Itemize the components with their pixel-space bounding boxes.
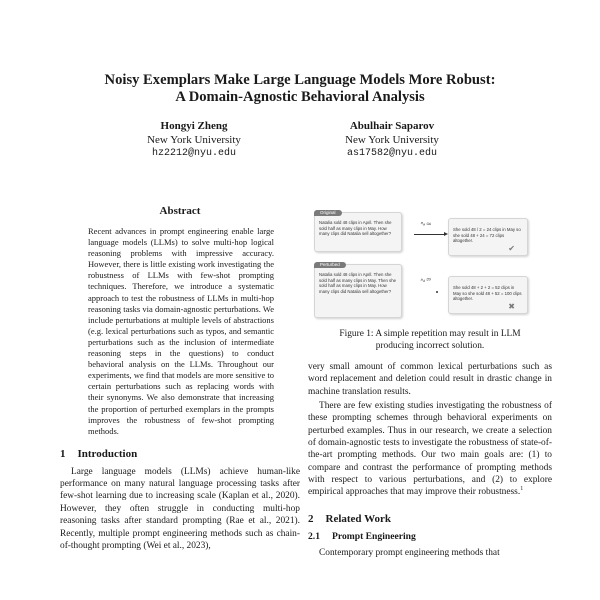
section-heading-introduction [60, 448, 300, 460]
figure-caption: Figure 1: A simple repetition may result in LLM producing incorrect solution. [339, 329, 521, 351]
author-affiliation: New York University [345, 133, 439, 146]
right-column [308, 204, 552, 559]
abstract-heading: Abstract [159, 205, 201, 217]
perturbed-question: Natalia sold 48 clips in April. Then she sold half as many clips in May. Then she sold half as many clips in May. How many clips did Natalia sell altogether? [319, 272, 396, 294]
original-tag: Original [314, 210, 342, 216]
paragraph [308, 400, 552, 499]
section-title: Related Work [325, 512, 391, 525]
original-answer-box [448, 218, 528, 256]
section-number: 2 [308, 512, 314, 525]
footnote-marker[interactable]: 1 [520, 486, 524, 493]
perturbed-tag: Perturbed [314, 262, 346, 268]
paragraph: Contemporary prompt engineering methods that [319, 547, 500, 558]
section-heading-related-work [308, 513, 552, 525]
author-name: Abulhair Saparov [349, 120, 435, 132]
paragraph: very small amount of common lexical perturbations such as word replacement and deletion could result in drastic change in machine translation results. [308, 362, 552, 397]
cross-icon: ✖ [508, 302, 515, 312]
section-title: Introduction [77, 447, 138, 460]
author-email: as17582@nyu.edu [346, 148, 437, 159]
abstract-text: Recent advances in prompt engineering enable large language models (LLMs) to solve multi-hop logical reasoning problems with impressive accuracy. However, there is little existing work investigating the robustness of LLMs with few-shot prompting techniques. Therefore, we introduce a systematic approach to test the robustness of LLMs in multi-hop reasoning tasks via domain-agnostic perturbations. We include perturbations at multiple levels of abstractions (e.g. lexical perturbations such as typos, and semantic perturbations such as the inclusion of intermediate reasoning steps in the questions) to conduct behavioral analysis on the LLMs. Throughout our experiments, we find that models are more sensitive to certain perturbations such as replacing words with their synonyms. We also demonstrate that increasing the proportion of perturbed exemplars in the prompts improves the robustness of few-shot prompting methods. [88, 226, 274, 436]
author-block-1 [104, 120, 284, 161]
introduction-paragraph: Large language models (LLMs) achieve human-like performance on many natural language processing tasks after few-shot learning due to increasing scale (Kaplan et al., 2020). However, they often struggle in conducting multi-hop reasoning tasks after standard prompting (Rae et al., 2021). Recently, multiple prompt engineering methods such as chain-of-thought prompting (Wei et al., 2023), [60, 466, 300, 551]
subsection-heading-prompt-engineering [308, 531, 552, 542]
figure-1 [308, 206, 552, 320]
arrow-icon [414, 234, 446, 235]
llm-squiggle-icon: ∿≈ [419, 275, 433, 285]
title-line-1: Noisy Exemplars Make Large Language Models More Robust: [104, 72, 496, 88]
author-block-2 [302, 120, 482, 161]
subsection-title: Prompt Engineering [332, 530, 416, 542]
section-number: 1 [60, 447, 66, 460]
dot-icon [436, 291, 438, 293]
original-question: Natalia sold 48 clips in April. Then she sold half as many clips in May. How many clips did Natalia sell altogether? [319, 220, 392, 237]
author-affiliation: New York University [147, 133, 241, 146]
checkmark-icon: ✔ [508, 244, 515, 254]
author-name: Hongyi Zheng [160, 120, 228, 132]
paper-title [60, 72, 540, 106]
llm-squiggle-icon: ∿≈ [420, 220, 432, 228]
perturbed-answer: She sold 48 + 2 + 2 = 52 clips in May so she sold 48 + 52 = 100 clips altogether. [453, 285, 522, 302]
left-column [60, 204, 300, 552]
paragraph-text: There are few existing studies investigating the robustness of these prompting schemes through behavioral experiments on perturbed examples. Thus in our research, we create a selection of domain-agnostic tests to investigate the robustness of state-of-the-art prompting methods. Our two main goals are: (1) to compare and contrast the performance of prompting methods with respect to various perturbations, and (2) to explore empirical approaches that may improve their robustness. [308, 401, 552, 498]
original-question-box [314, 212, 402, 252]
perturbed-answer-box [448, 276, 528, 314]
title-line-2: A Domain-Agnostic Behavioral Analysis [175, 89, 425, 105]
subsection-number: 2.1 [308, 530, 320, 542]
perturbed-question-box [314, 264, 402, 318]
author-email: hz2212@nyu.edu [151, 148, 236, 159]
original-answer: She sold 48 / 2 = 24 clips in May so she sold 48 + 24 = 72 clips altogether. [453, 227, 521, 244]
